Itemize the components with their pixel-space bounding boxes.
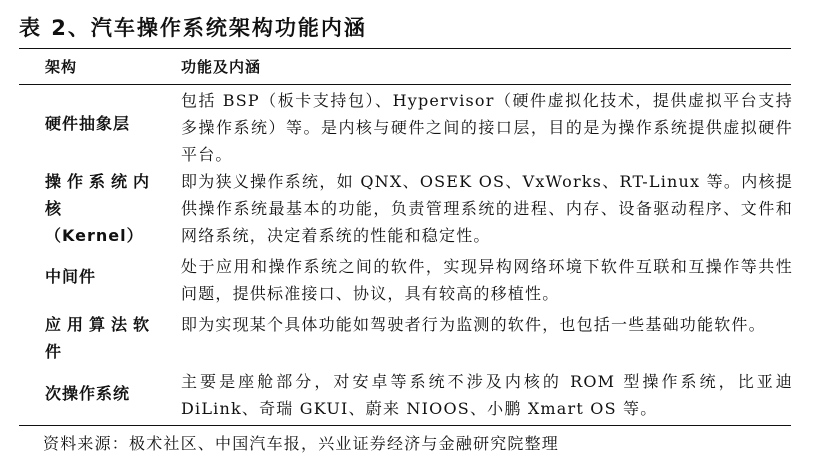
table-bottom-rule [19,425,791,426]
row-label: 硬件抽象层 [45,114,131,133]
row-label-line: 应用算法软 [45,315,156,334]
row-description: 主要是座舱部分，对安卓等系统不涉及内核的 ROM 型操作系统，比亚迪 DiLink、奇瑞 GKUI、蔚来 NIOOS、小鹏 Xmart OS 等。 [181,372,793,418]
table-row [19,168,791,248]
table-row [19,87,791,167]
row-description: 处于应用和操作系统之间的软件，实现异构网络环境下软件互联和互操作等共性问题，提供标准接口、协议，具有较高的移植性。 [181,257,793,303]
row-label-line: 核 [45,199,68,218]
table-top-rule [19,48,791,49]
row-label: 中间件 [45,267,97,286]
row-label-line: （Kernel） [45,226,144,245]
row-description: 即为狭义操作系统，如 QNX、OSEK OS、VxWorks、RT-Linux 等。内核提供操作系统最基本的功能，负责管理系统的进程、内存、设备驱动程序、文件和网络系统，决定着系统的性能和稳定性。 [181,172,793,245]
row-description: 包括 BSP（板卡支持包）、Hypervisor（硬件虚拟化技术，提供虚拟平台支持多操作系统）等。是内核与硬件之间的接口层，目的是为操作系统提供虚拟硬件平台。 [181,91,793,164]
source-note: 资料来源：极术社区、中国汽车报，兴业证券经济与金融研究院整理 [43,434,560,453]
row-label [45,311,163,365]
row-label: 次操作系统 [45,384,131,403]
row-label-line: 件 [45,342,68,361]
row-label [45,168,163,249]
table-row [19,368,791,422]
header-function: 功能及内涵 [181,58,262,76]
table-header-rule [19,84,791,85]
row-description: 即为实现某个具体功能如驾驶者行为监测的软件，也包括一些基础功能软件。 [181,315,766,334]
table-row [19,253,791,307]
table-row [19,311,791,365]
header-architecture: 架构 [45,58,78,76]
row-label-line: 操作系统内 [45,172,156,191]
table-title: 表 2、汽车操作系统架构功能内涵 [19,16,367,40]
